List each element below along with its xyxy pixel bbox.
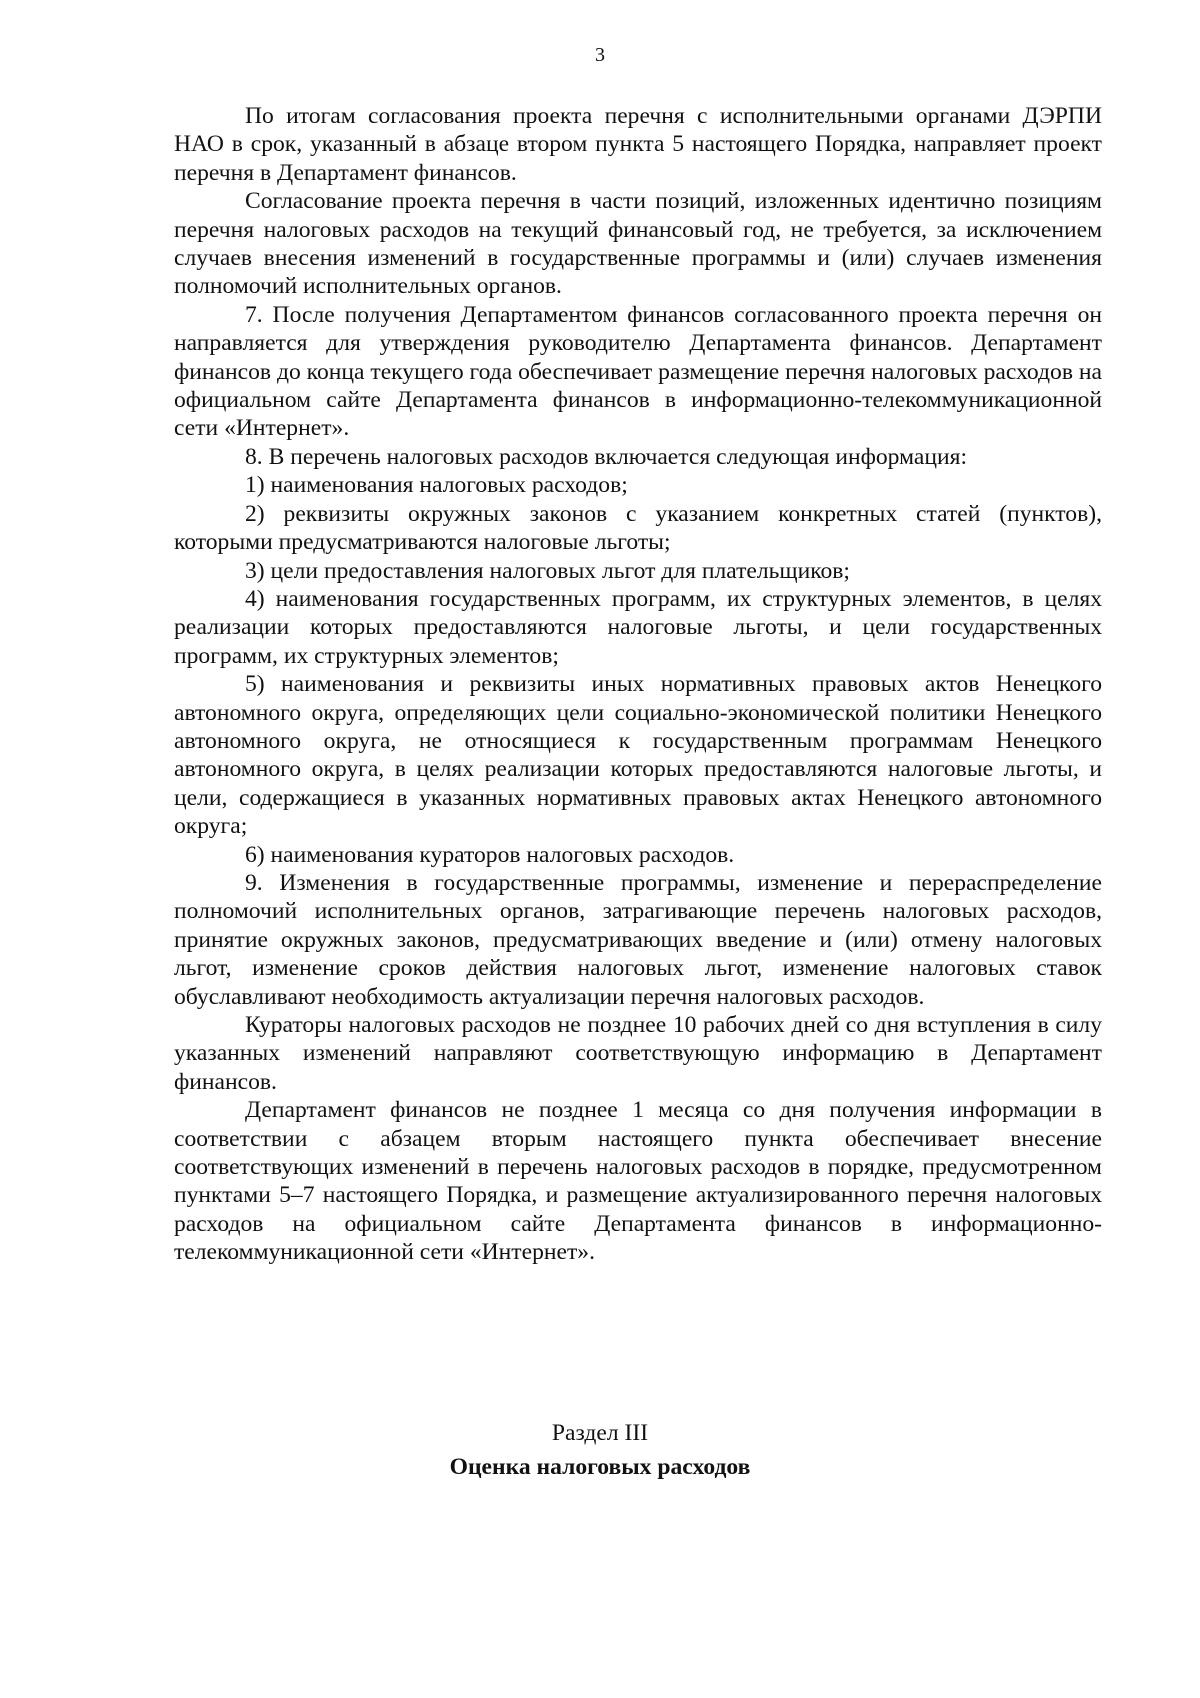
paragraph: Департамент финансов не позднее 1 месяца со дня получения информации в соответствии с абзацем вторым настоящего пункта обеспечивает внесение соответствующих изменений в перечень налоговых расходов в порядке, предусмотренном пунктами 5–7 настоящего Порядка, и размещение актуализированного перечня налоговых расходов на официальном сайте Департамента финансов в информационно-телекоммуникационной сети «Интернет».: [174, 1097, 1102, 1266]
list-item: 5) наименования и реквизиты иных нормативных правовых актов Ненецкого автономного округа, определяющих цели социально-экономической политики Ненецкого автономного округа, не относящиеся к государственным программам Ненецкого автономного округа, в целях реализации которых предоставляются налоговые льготы, и цели, содержащиеся в указанных нормативных правовых актах Ненецкого автономного округа;: [174, 671, 1102, 840]
list-item: 1) наименования налоговых расходов;: [245, 472, 628, 499]
paragraph: 8. В перечень налоговых расходов включается следующая информация:: [245, 443, 968, 470]
paragraph: 9. Изменения в государственные программы, изменение и перераспределение полномочий исполнительных органов, затрагивающие перечень налоговых расходов, принятие окружных законов, предусматривающих введение и (или) отмену налоговых льгот, изменение сроков действия налоговых льгот, изменение налоговых ставок обуславливают необходимость актуализации перечня налоговых расходов.: [174, 869, 1102, 1010]
paragraph: 7. После получения Департаментом финансов согласованного проекта перечня он направляется для утверждения руководителю Департамента финансов. Департамент финансов до конца текущего года обеспечивает размещение перечня налоговых расходов на официальном сайте Департамента финансов в информационно-телекоммуникационной сети «Интернет».: [174, 301, 1102, 442]
page-number: 3: [595, 44, 605, 66]
paragraph: Кураторы налоговых расходов не позднее 10 рабочих дней со дня вступления в силу указанных изменений направляют соответствующую информацию в Департамент финансов.: [174, 1012, 1102, 1095]
section-number: Раздел III: [551, 1420, 649, 1446]
list-item: 6) наименования кураторов налоговых расходов.: [245, 841, 735, 868]
paragraph: По итогам согласования проекта перечня с исполнительными органами ДЭРПИ НАО в срок, указанный в абзаце втором пункта 5 настоящего Порядка, направляет проект перечня в Департамент финансов.: [174, 103, 1102, 186]
section-title: Оценка налоговых расходов: [449, 1454, 751, 1480]
list-item: 2) реквизиты окружных законов с указанием конкретных статей (пунктов), которыми предусматриваются налоговые льготы;: [174, 500, 1102, 556]
paragraph: Согласование проекта перечня в части позиций, изложенных идентично позициям перечня налоговых расходов на текущий финансовый год, не требуется, за исключением случаев внесения изменений в государственные программы и (или) случаев изменения полномочий исполнительных органов.: [174, 188, 1102, 300]
list-item: 4) наименования государственных программ, их структурных элементов, в целях реализации которых предоставляются налоговые льготы, и цели государственных программ, их структурных элементов;: [174, 585, 1102, 669]
body-text: [174, 102, 1102, 1267]
list-item: 3) цели предоставления налоговых льгот для плательщиков;: [245, 557, 850, 584]
